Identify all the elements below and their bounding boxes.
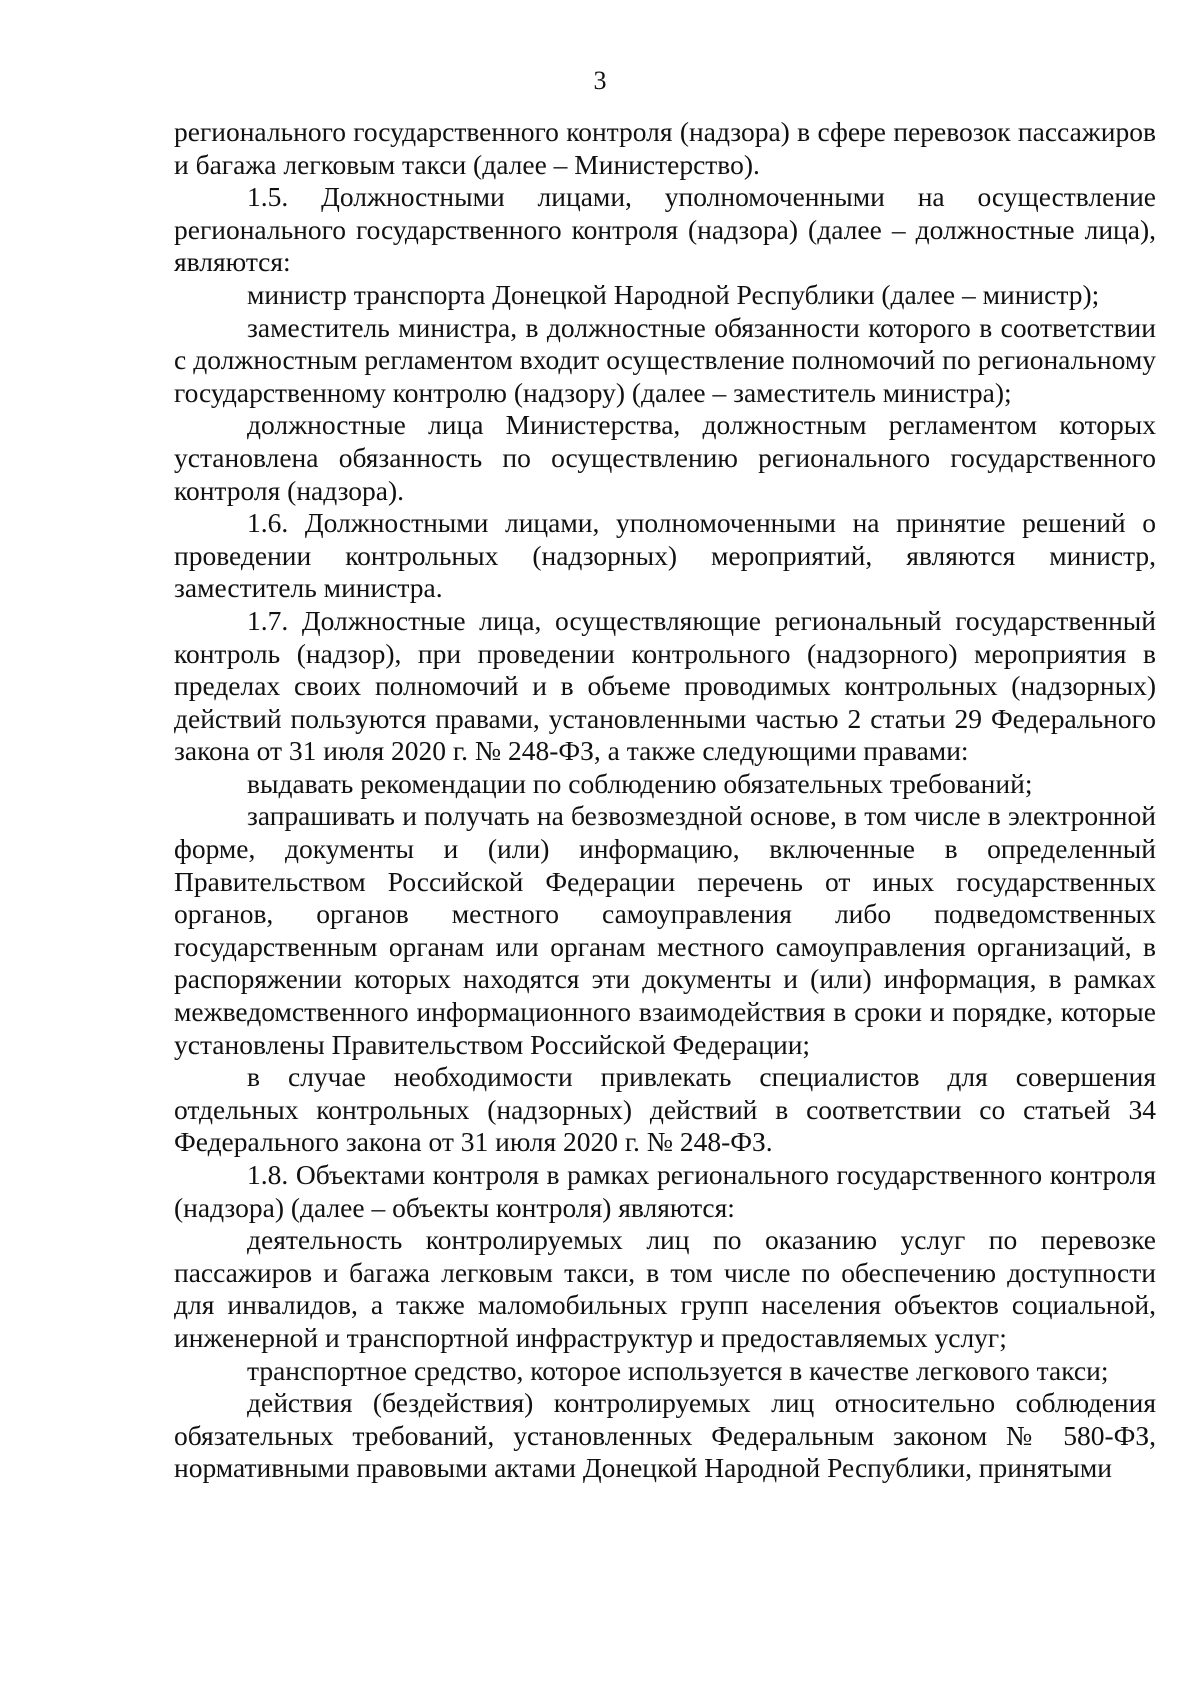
document-body bbox=[174, 116, 1156, 1485]
paragraph-1-7: 1.7. Должностные лица, осуществляющие региональный государственный контроль (надзор), при проведении контрольного (надзорного) мероприятия в пределах своих полномочий и в объеме проводимых контрольных (надзорных) действий пользуются правами, установленными частью 2 статьи 29 Федерального закона от 31 июля 2020 г. № 248-ФЗ, а также следующими правами: bbox=[174, 604, 1156, 767]
list-item-actions: действия (бездействия) контролируемых лиц относительно соблюдения обязательных требований, установленных Федеральным законом № 580-ФЗ, нормативными правовыми актами Донецкой Народной Республики, принятыми bbox=[174, 1387, 1156, 1484]
list-item-minister: министр транспорта Донецкой Народной Республики (далее – министр); bbox=[247, 278, 1100, 310]
paragraph-1-8: 1.8. Объектами контроля в рамках регионального государственного контроля (надзора) (далее – объекты контроля) являются: bbox=[174, 1159, 1156, 1223]
list-item-request-documents: запрашивать и получать на безвозмездной основе, в том числе в электронной форме, документы и (или) информацию, включенные в определенный Правительством Российской Федерации перечень от иных государственных органов, органов местного самоуправления либо подведомственных государственным органам или органам местного самоуправления организаций, в распоряжении которых находятся эти документы и (или) информация, в рамках межведомственного информационного взаимодействия в сроки и порядке, которые установлены Правительством Российской Федерации; bbox=[174, 800, 1156, 1060]
paragraph-continuation: регионального государственного контроля (надзора) в сфере перевозок пассажиров и багажа легковым такси (далее – Министерство). bbox=[174, 116, 1156, 180]
paragraph-1-5: 1.5. Должностными лицами, уполномоченными на осуществление регионального государственного контроля (надзора) (далее – должностные лица), являются: bbox=[174, 181, 1156, 278]
list-item-involve-specialists: в случае необходимости привлекать специалистов для совершения отдельных контрольных (надзорных) действий в соответствии со статьей 34 Федерального закона от 31 июля 2020 г. № 248-ФЗ. bbox=[174, 1061, 1156, 1158]
list-item-vehicle: транспортное средство, которое используется в качестве легкового такси; bbox=[247, 1354, 1109, 1386]
list-item-recommendations: выдавать рекомендации по соблюдению обязательных требований; bbox=[247, 767, 1033, 799]
list-item-deputy-minister: заместитель министра, в должностные обязанности которого в соответствии с должностным регламентом входит осуществление полномочий по региональному государственному контролю (надзору) (далее – заместитель министра); bbox=[174, 311, 1156, 408]
list-item-activity: деятельность контролируемых лиц по оказанию услуг по перевозке пассажиров и багажа легковым такси, в том числе по обеспечению доступности для инвалидов, а также маломобильных групп населения объектов социальной, инженерной и транспортной инфраструктур и предоставляемых услуг; bbox=[174, 1224, 1156, 1353]
page-number: 3 bbox=[593, 66, 607, 95]
list-item-ministry-officials: должностные лица Министерства, должностным регламентом которых установлена обязанность по осуществлению регионального государственного контроля (надзора). bbox=[174, 409, 1156, 506]
paragraph-1-6: 1.6. Должностными лицами, уполномоченными на принятие решений о проведении контрольных (надзорных) мероприятий, являются министр, заместитель министра. bbox=[174, 507, 1156, 604]
